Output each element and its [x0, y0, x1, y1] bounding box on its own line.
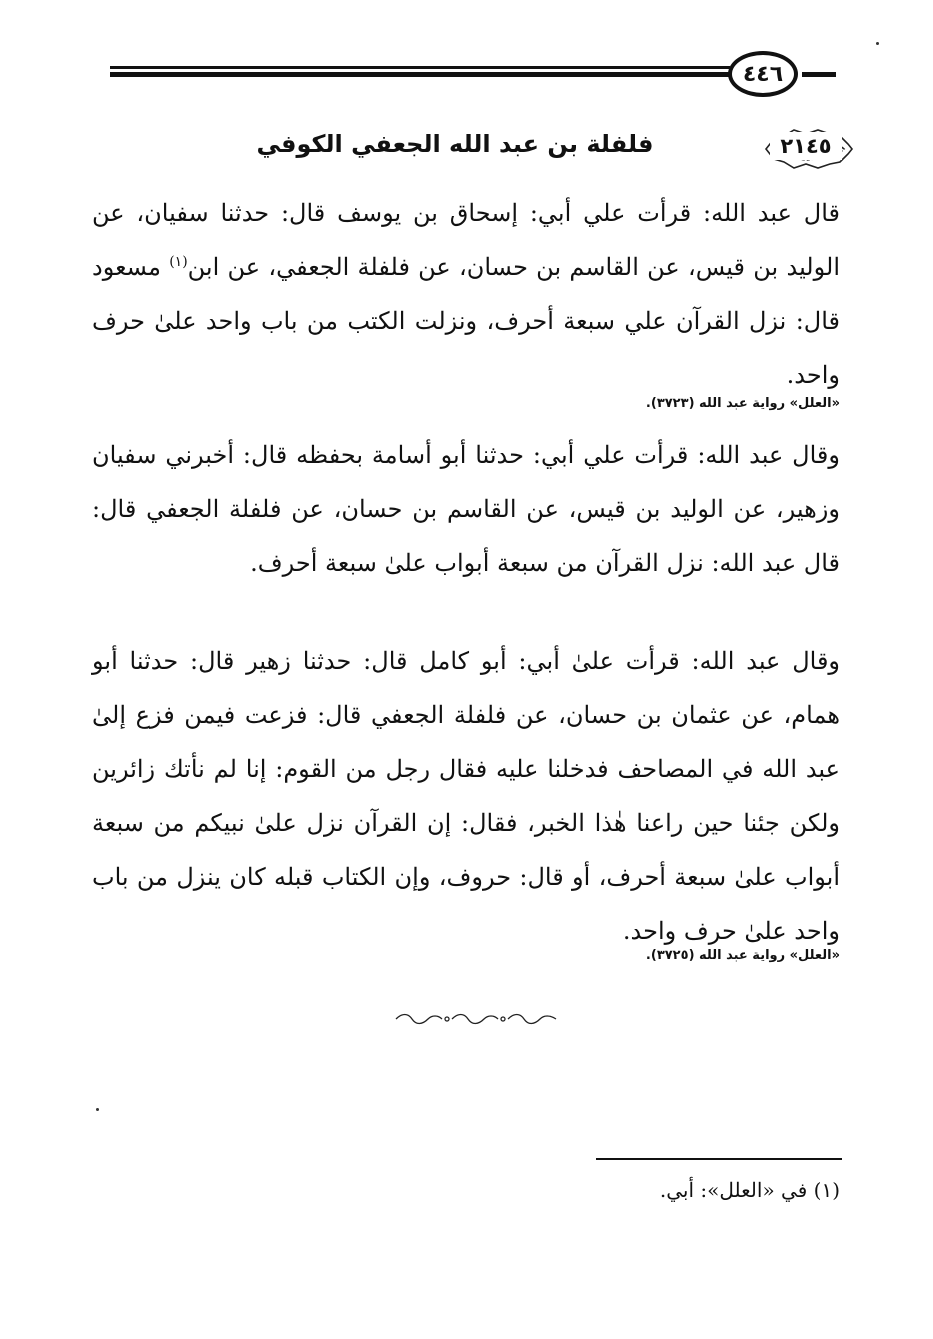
paragraph-1-text: قال عبد الله: قرأت علي أبي: إسحاق بن يوسف قال: حدثنا سفيان، عن الوليد بن قيس، عن القاسم بن حسان، عن فلفلة الجعفي، عن ابن: [92, 199, 840, 281]
paragraph-1-continuation: مسعود قال: نزل القرآن علي سبعة أحرف، ونزلت الكتب من باب واحد علىٰ حرف واحد.: [92, 253, 840, 389]
footnote: [500, 1178, 840, 1202]
entry-number-badge: [760, 122, 864, 176]
scan-speck: [96, 1108, 99, 1111]
divider-ornament-icon: [392, 1010, 562, 1028]
header-rule: [110, 66, 730, 78]
paragraph-1: [92, 186, 840, 402]
page-number-frame: [718, 48, 808, 104]
page-number: ٤٤٦: [728, 51, 798, 97]
entry-title: فلفلة بن عبد الله الجعفي الكوفي: [256, 130, 654, 158]
footnote-divider: [596, 1158, 842, 1160]
paragraph-3: وقال عبد الله: قرأت علىٰ أبي: أبو كامل قال: حدثنا زهير قال: حدثنا أبو همام، عن عثمان بن حسان، عن فلفلة الجعفي قال: فزعت فيمن فزع إلىٰ عبد الله في المصاحف فدخلنا عليه فقال رجل من القوم: إنا لم نأتك زائرين ولكن جئنا حين راعنا هٰذا الخبر، فقال: إن القرآن نزل علىٰ نبيكم من سبعة أبواب علىٰ سبعة أحرف، أو قال: حروف، وإن الكتاب قبله كان ينزل من باب واحد علىٰ حرف واحد.: [92, 647, 841, 945]
scan-speck: [876, 42, 879, 45]
footnote-text: في «العلل»: أبي.: [659, 1178, 808, 1202]
source-citation-1: «العلل» رواية عبد الله (٣٧٢٣).: [645, 396, 840, 411]
entry-number: ٢١٤٥: [770, 132, 842, 160]
footnote-marker: (١): [813, 1178, 840, 1202]
source-citation-2: «العلل» رواية عبد الله (٣٧٢٥).: [645, 948, 840, 963]
paragraph-2: وقال عبد الله: قرأت علي أبي: حدثنا أبو أسامة بحفظه قال: أخبرني سفيان وزهير، عن الوليد بن قيس، عن القاسم بن حسان، عن فلفلة الجعفي قال: قال عبد الله: نزل القرآن من سبعة أبواب علىٰ سبعة أحرف.: [92, 441, 840, 577]
footnote-reference: (١): [169, 254, 188, 270]
